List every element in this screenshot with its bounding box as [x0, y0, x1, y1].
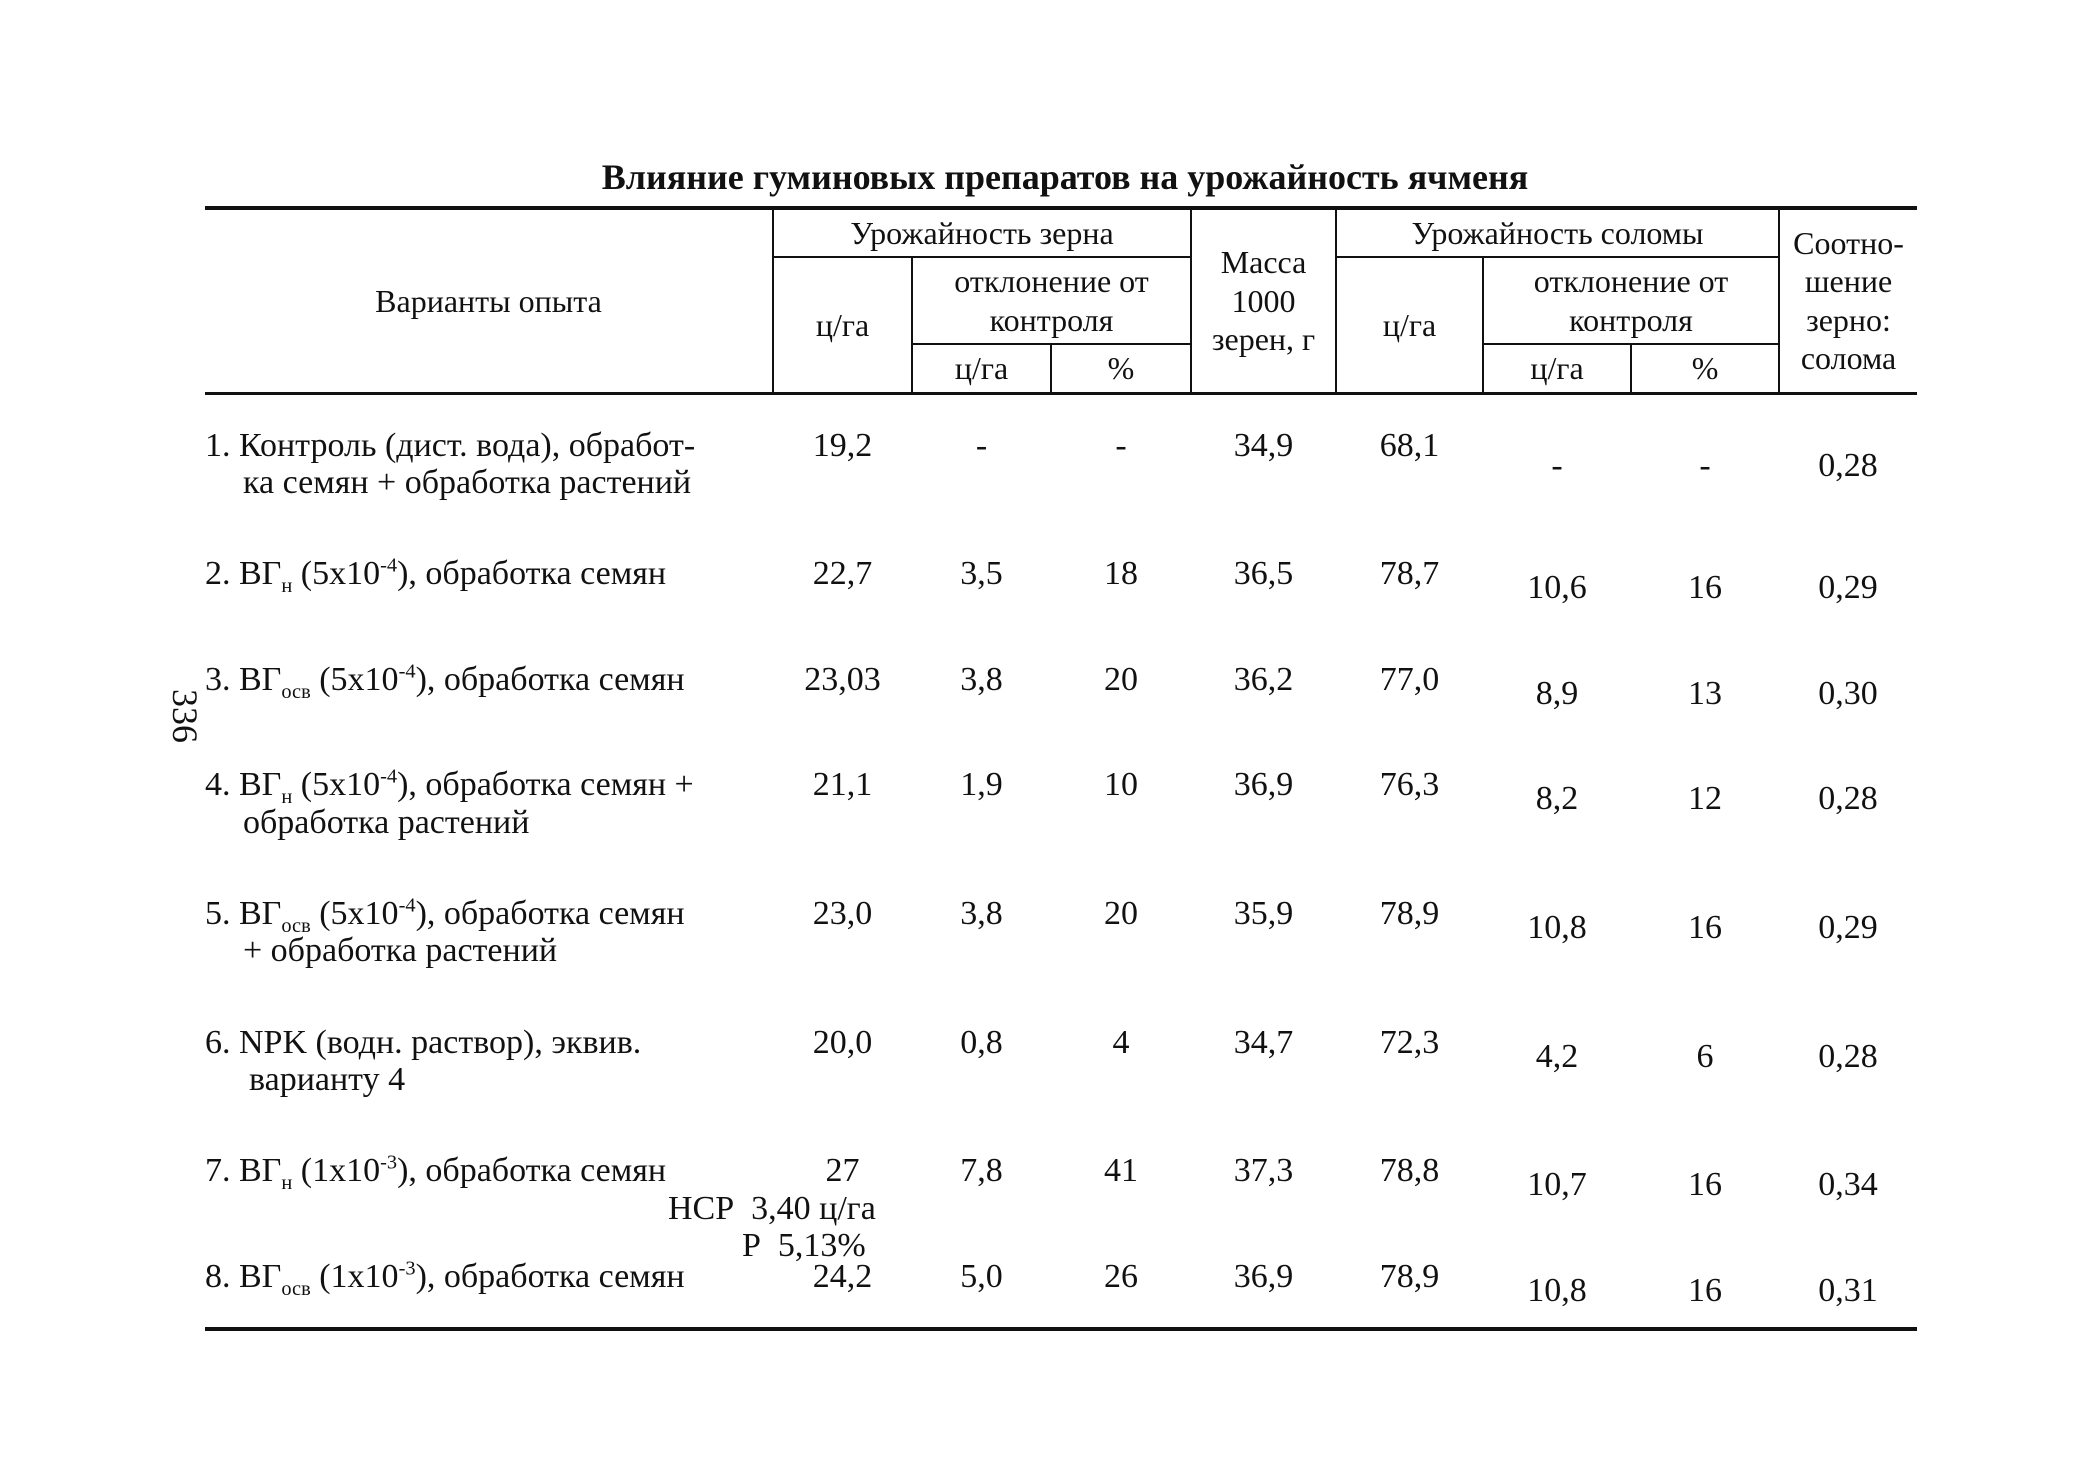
header-ratio: Соотно-шение зерно: солома [1779, 208, 1917, 393]
grain-dev-pct: 20 [1104, 660, 1138, 698]
table-row [205, 865, 1917, 994]
variant-cell [205, 525, 773, 630]
variant-conc: (5х10 [319, 660, 399, 698]
yield-table [205, 206, 1917, 1331]
grain-dev-pct: 20 [1104, 894, 1138, 932]
variant-cell [205, 736, 773, 865]
variant-name-cont: + обработка растений [243, 932, 558, 970]
grain-cga: 23,0 [812, 894, 873, 932]
row-number: 5. [205, 894, 231, 932]
variant-rest: ), обработка семян [415, 894, 685, 932]
table-row [205, 1228, 1917, 1329]
mass: 34,9 [1233, 426, 1294, 464]
straw-cga: 76,3 [1379, 766, 1440, 804]
straw-dev-pct: 6 [1696, 1037, 1714, 1075]
grain-dev-cga: 3,8 [960, 660, 1003, 698]
ratio: 0,31 [1779, 1228, 1917, 1329]
variant-name: Контроль (дист. вода), обработ- [239, 426, 696, 464]
ratio: 0,29 [1818, 569, 1878, 607]
header-mass: Масса 1000 зерен, г [1191, 208, 1336, 393]
page-number: 336 [165, 689, 205, 743]
straw-cga: 72,3 [1379, 1023, 1440, 1061]
header-straw-yield: Урожайность соломы [1336, 208, 1779, 257]
grain-cga: 19,2 [812, 426, 873, 464]
ratio: 0,30 [1818, 674, 1878, 712]
straw-cga: 78,9 [1379, 894, 1440, 932]
grain-dev-pct: 10 [1104, 766, 1138, 804]
variant-conc: (5х10 [319, 894, 399, 932]
row-number: 3. [205, 660, 231, 698]
variant-prefix: ВГ [239, 555, 282, 593]
mass: 36,9 [1191, 1228, 1336, 1329]
header-variants: Варианты опыта [205, 208, 773, 393]
ratio: 0,28 [1818, 1037, 1878, 1075]
table-row [205, 631, 1917, 736]
header-straw-dev-cga: ц/га [1483, 344, 1631, 393]
variant-subscript: н [281, 785, 293, 808]
straw-dev-pct: 12 [1688, 780, 1723, 818]
variant-name-cont: обработка растений [243, 803, 530, 841]
grain-cga: 20,0 [812, 1023, 873, 1061]
variant-subscript: осв [281, 680, 311, 703]
variant-exponent: -4 [380, 765, 398, 788]
grain-cga: 22,7 [812, 555, 873, 593]
variant-rest: ), обработка семян [415, 1257, 685, 1295]
straw-dev-pct: - [1699, 446, 1711, 484]
grain-dev-pct: 18 [1104, 555, 1138, 593]
straw-dev-pct: 16 [1688, 1166, 1723, 1204]
straw-cga: 78,7 [1379, 555, 1440, 593]
grain-dev-pct: 4 [1112, 1023, 1130, 1061]
grain-cga: 21,1 [812, 766, 873, 804]
header-grain-dev-pct: % [1051, 344, 1191, 393]
variant-prefix: ВГ [239, 660, 282, 698]
variant-rest: ), обработка семян [415, 660, 685, 698]
variant-name-cont: варианту 4 [249, 1061, 406, 1099]
mass: 37,3 [1233, 1152, 1294, 1190]
straw-dev-pct: 13 [1688, 674, 1723, 712]
straw-dev-pct: 16 [1631, 1228, 1779, 1329]
row-number: 1. [205, 426, 231, 464]
straw-dev-pct: 16 [1688, 908, 1723, 946]
variant-cell [205, 865, 773, 994]
mass: 36,2 [1233, 660, 1294, 698]
straw-dev-cga: 10,8 [1483, 1228, 1631, 1329]
mass: 36,5 [1233, 555, 1294, 593]
header-straw-cga: ц/га [1336, 257, 1483, 393]
variant-conc: (1х10 [300, 1152, 381, 1190]
variant-subscript: н [281, 1172, 293, 1195]
variant-cell [205, 393, 773, 525]
variant-prefix: ВГ [239, 1152, 282, 1190]
variant-exponent: -4 [380, 555, 398, 578]
header-straw-deviation: отклонение от контроля [1483, 257, 1779, 344]
variant-name-cont: ка семян + обработка растений [243, 463, 692, 501]
variant-subscript: осв [281, 1277, 311, 1300]
table-title-text: Влияние гуминовых препаратов на урожайность ячменя [601, 157, 1529, 197]
header-straw-dev-pct: % [1631, 344, 1779, 393]
header-grain-cga: ц/га [773, 257, 912, 393]
header-grain-deviation: отклонение от контроля [912, 257, 1191, 344]
footnote-hcp: НСР 3,40 ц/га [668, 1190, 876, 1227]
ratio: 0,29 [1818, 908, 1878, 946]
straw-dev-cga: 10,8 [1527, 908, 1587, 946]
table-body [205, 393, 1917, 1329]
ratio: 0,34 [1818, 1166, 1878, 1204]
straw-dev-pct: 16 [1688, 569, 1723, 607]
grain-dev-cga: - [975, 426, 988, 464]
variant-subscript: осв [281, 914, 311, 937]
mass: 36,9 [1233, 766, 1294, 804]
footnote [668, 1190, 876, 1265]
variant-conc: (5х10 [300, 555, 381, 593]
straw-cga: 68,1 [1379, 426, 1440, 464]
variant-conc: (1х10 [319, 1257, 399, 1295]
straw-dev-cga: 10,6 [1527, 569, 1587, 607]
variant-exponent: -4 [398, 660, 416, 683]
row-number: 6. [205, 1023, 231, 1061]
straw-cga: 78,8 [1379, 1152, 1440, 1190]
table-row [205, 393, 1917, 525]
straw-dev-cga: 8,2 [1535, 780, 1579, 818]
grain-dev-cga: 0,8 [960, 1023, 1003, 1061]
variant-name: NPK (водн. раствор), эквив. [239, 1023, 642, 1061]
ratio: 0,28 [1818, 780, 1878, 818]
mass: 34,7 [1233, 1023, 1294, 1061]
grain-dev-cga: 3,5 [960, 555, 1003, 593]
variant-rest: ), обработка семян + [397, 766, 694, 804]
straw-dev-cga: 8,9 [1535, 674, 1579, 712]
mass: 35,9 [1233, 894, 1294, 932]
straw-dev-cga: 10,7 [1527, 1166, 1587, 1204]
table-row [205, 1122, 1917, 1227]
variant-prefix: ВГ [239, 894, 282, 932]
table-row [205, 736, 1917, 865]
table-header [205, 208, 1917, 393]
variant-rest: ), обработка семян [397, 555, 667, 593]
variant-conc: (5х10 [300, 766, 381, 804]
table-row [205, 994, 1917, 1123]
header-grain-dev-cga: ц/га [912, 344, 1051, 393]
data-table-wrapper [205, 206, 1917, 1331]
grain-dev-pct: 41 [1104, 1152, 1138, 1190]
grain-dev-cga: 7,8 [960, 1152, 1003, 1190]
grain-dev-pct: 26 [1051, 1228, 1191, 1329]
variant-cell [205, 631, 773, 736]
straw-dev-cga: 4,2 [1535, 1037, 1579, 1075]
variant-prefix: ВГ [239, 1257, 282, 1295]
row-number: 2. [205, 555, 231, 593]
straw-dev-cga: - [1551, 446, 1563, 484]
variant-exponent: -4 [398, 894, 416, 917]
variant-rest: ), обработка семян [397, 1152, 667, 1190]
grain-cga: 27 [825, 1152, 860, 1190]
grain-cga: 24,2 [773, 1228, 912, 1329]
variant-exponent: -3 [380, 1152, 398, 1175]
row-number: 7. [205, 1152, 231, 1190]
grain-dev-cga: 5,0 [912, 1228, 1051, 1329]
grain-cga: 23,03 [804, 660, 881, 698]
row-number: 8. [205, 1257, 231, 1295]
grain-dev-cga: 3,8 [960, 894, 1003, 932]
row-number: 4. [205, 766, 231, 804]
variant-cell [205, 994, 773, 1123]
straw-cga: 78,9 [1336, 1228, 1483, 1329]
table-row [205, 525, 1917, 630]
variant-exponent: -3 [398, 1257, 416, 1280]
header-grain-yield: Урожайность зерна [773, 208, 1191, 257]
variant-subscript: н [281, 575, 293, 598]
footnote-p: Р 5,13% [742, 1227, 866, 1265]
table-title [0, 156, 1590, 198]
grain-dev-pct: - [1115, 426, 1127, 464]
grain-dev-cga: 1,9 [960, 766, 1003, 804]
straw-cga: 77,0 [1379, 660, 1440, 698]
ratio: 0,28 [1818, 446, 1878, 484]
variant-prefix: ВГ [239, 766, 282, 804]
